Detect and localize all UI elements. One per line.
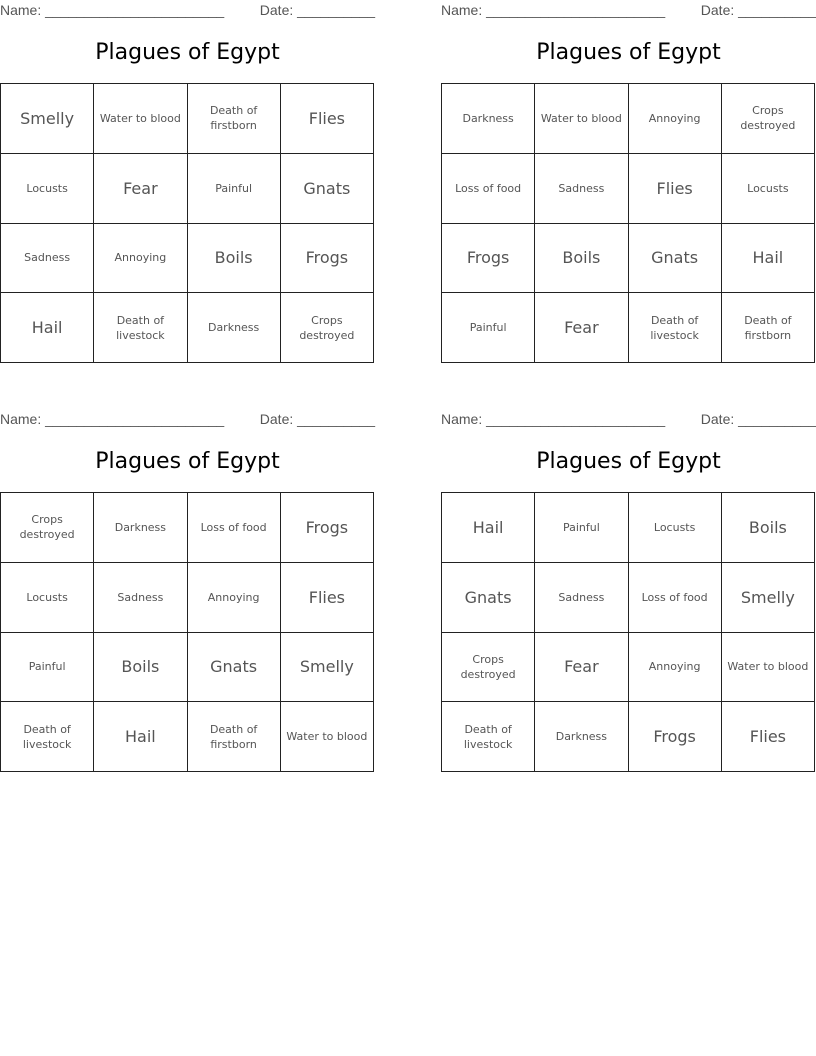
bingo-cell: Annoying: [94, 224, 187, 294]
bingo-cell: Boils: [722, 493, 815, 563]
bingo-card-3: [0, 409, 375, 779]
bingo-card-4: [441, 409, 816, 779]
card-title: Plagues of Egypt: [95, 40, 280, 65]
bingo-grid: [441, 83, 815, 363]
bingo-cell: Death of livestock: [1, 702, 94, 772]
bingo-cell: Sadness: [535, 563, 628, 633]
bingo-cell: Hail: [94, 702, 187, 772]
bingo-cell: Flies: [629, 154, 722, 224]
bingo-cell: Hail: [722, 224, 815, 294]
date-field-label: Date: __________: [259, 2, 375, 18]
bingo-cell: Flies: [722, 702, 815, 772]
bingo-cell: Painful: [535, 493, 628, 563]
bingo-card-2: [441, 0, 816, 370]
bingo-cell: Frogs: [629, 702, 722, 772]
bingo-cell: Gnats: [629, 224, 722, 294]
bingo-cell: Crops destroyed: [442, 633, 535, 703]
date-field-label: Date: __________: [700, 2, 816, 18]
bingo-cell: Hail: [1, 293, 94, 363]
bingo-cell: Fear: [535, 633, 628, 703]
bingo-cell: Smelly: [281, 633, 374, 703]
bingo-cell: Crops destroyed: [281, 293, 374, 363]
bingo-cell: Loss of food: [442, 154, 535, 224]
bingo-cell: Sadness: [535, 154, 628, 224]
bingo-cell: Smelly: [1, 84, 94, 154]
bingo-cell: Loss of food: [629, 563, 722, 633]
bingo-grid: [0, 492, 374, 772]
bingo-cell: Darkness: [535, 702, 628, 772]
bingo-grid: [0, 83, 374, 363]
bingo-cell: Frogs: [281, 224, 374, 294]
bingo-cell: Sadness: [94, 563, 187, 633]
date-field-label: Date: __________: [259, 411, 375, 427]
bingo-cell: Painful: [188, 154, 281, 224]
bingo-cell: Death of livestock: [94, 293, 187, 363]
bingo-cell: Locusts: [1, 154, 94, 224]
bingo-cell: Locusts: [722, 154, 815, 224]
bingo-cell: Loss of food: [188, 493, 281, 563]
bingo-cell: Water to blood: [94, 84, 187, 154]
bingo-cell: Darkness: [442, 84, 535, 154]
bingo-cell: Annoying: [629, 84, 722, 154]
bingo-cell: Water to blood: [722, 633, 815, 703]
bingo-cell: Annoying: [629, 633, 722, 703]
name-field-label: Name: _______________________: [441, 411, 666, 427]
bingo-cell: Frogs: [442, 224, 535, 294]
bingo-cell: Flies: [281, 563, 374, 633]
name-field-label: Name: _______________________: [0, 2, 225, 18]
bingo-cell: Death of livestock: [442, 702, 535, 772]
bingo-cell: Locusts: [1, 563, 94, 633]
bingo-cell: Painful: [1, 633, 94, 703]
bingo-cell: Water to blood: [535, 84, 628, 154]
bingo-cell: Death of livestock: [629, 293, 722, 363]
bingo-cell: Crops destroyed: [722, 84, 815, 154]
bingo-cell: Flies: [281, 84, 374, 154]
bingo-cell: Boils: [188, 224, 281, 294]
bingo-card-1: [0, 0, 375, 370]
bingo-cell: Smelly: [722, 563, 815, 633]
bingo-cell: Death of firstborn: [188, 702, 281, 772]
card-title: Plagues of Egypt: [95, 449, 280, 474]
bingo-cell: Gnats: [188, 633, 281, 703]
bingo-cell: Fear: [535, 293, 628, 363]
name-field-label: Name: _______________________: [441, 2, 666, 18]
bingo-cell: Boils: [535, 224, 628, 294]
bingo-cell: Locusts: [629, 493, 722, 563]
bingo-cell: Fear: [94, 154, 187, 224]
bingo-cell: Annoying: [188, 563, 281, 633]
bingo-cell: Crops destroyed: [1, 493, 94, 563]
bingo-cell: Boils: [94, 633, 187, 703]
bingo-cell: Frogs: [281, 493, 374, 563]
bingo-grid: [441, 492, 815, 772]
card-title: Plagues of Egypt: [536, 449, 721, 474]
bingo-cell: Darkness: [188, 293, 281, 363]
card-title: Plagues of Egypt: [536, 40, 721, 65]
bingo-cell: Sadness: [1, 224, 94, 294]
bingo-cell: Darkness: [94, 493, 187, 563]
bingo-cell: Gnats: [442, 563, 535, 633]
bingo-cell: Painful: [442, 293, 535, 363]
bingo-cell: Hail: [442, 493, 535, 563]
bingo-cell: Death of firstborn: [188, 84, 281, 154]
bingo-cell: Gnats: [281, 154, 374, 224]
bingo-cell: Death of firstborn: [722, 293, 815, 363]
name-field-label: Name: _______________________: [0, 411, 225, 427]
date-field-label: Date: __________: [700, 411, 816, 427]
bingo-cell: Water to blood: [281, 702, 374, 772]
